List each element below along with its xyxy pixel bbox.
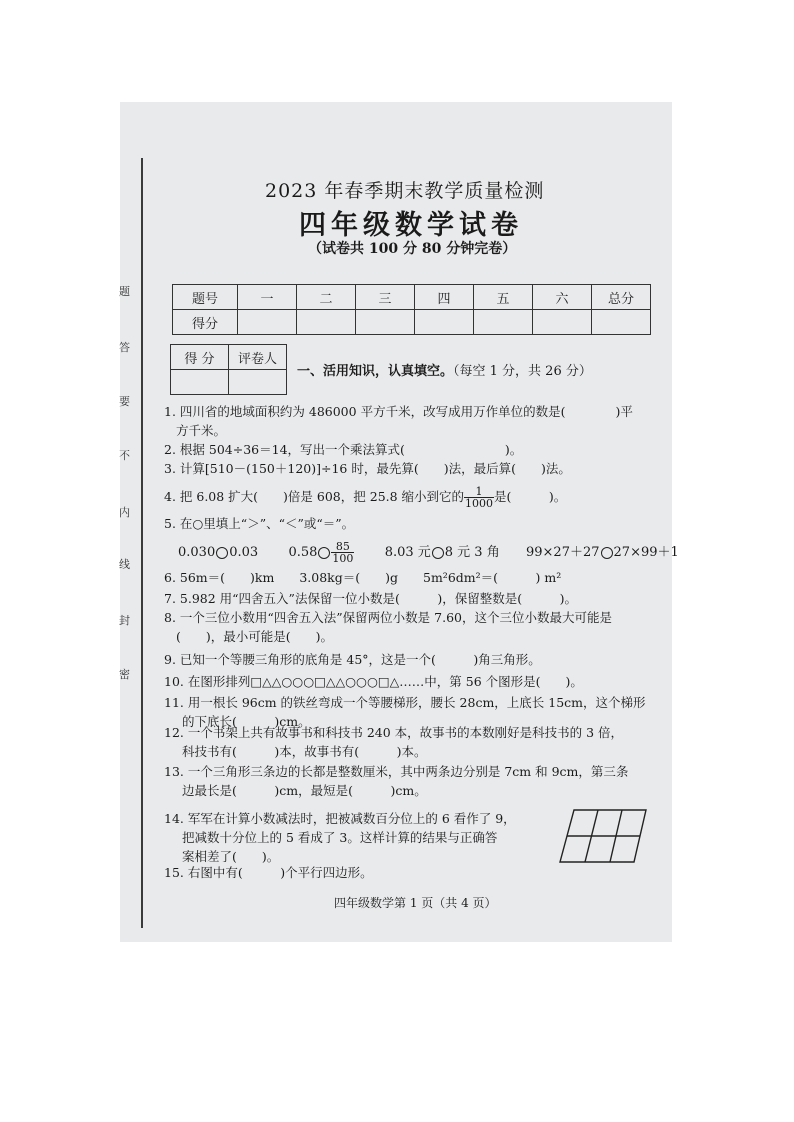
score-cell[interactable] xyxy=(297,310,356,335)
question-7: 7. 5.982 用“四舍五入”法保留一位小数是( )，保留整数是( )。 xyxy=(164,591,577,606)
fraction-denominator: 1000 xyxy=(465,497,494,510)
fraction-denominator: 100 xyxy=(332,552,354,565)
question-11-line-2: 的下底长( )cm。 xyxy=(182,714,311,729)
compare-b-left: 0.58 xyxy=(288,545,318,560)
compare-c-left: 8.03 元 xyxy=(384,545,431,560)
compare-circle[interactable] xyxy=(318,547,330,559)
compare-a-right: 0.03 xyxy=(229,545,259,560)
page-footer: 四年级数学第 1 页（共 4 页） xyxy=(334,896,497,910)
margin-char: 内 xyxy=(119,506,130,519)
compare-d-left: 99×27＋27 xyxy=(526,545,600,560)
score-cell[interactable] xyxy=(474,310,533,335)
question-5: 5. 在○里填上“＞”、“＜”或“＝”。 xyxy=(164,516,355,531)
question-13-line-2: 边最长是( )cm，最短是( )cm。 xyxy=(182,783,427,798)
parallelogram-grid-figure xyxy=(552,806,652,866)
question-14-line-3: 案相差了( )。 xyxy=(182,849,280,864)
score-header-cell: 二 xyxy=(297,285,356,310)
section-heading xyxy=(297,360,592,379)
exam-subtitle: 2023 年春季期末教学质量检测 xyxy=(265,180,545,202)
score-cell[interactable] xyxy=(592,310,651,335)
margin-char: 封 xyxy=(119,614,130,627)
fraction-numerator: 85 xyxy=(331,541,354,553)
margin-char: 密 xyxy=(119,668,130,681)
question-10: 10. 在图形排列□△△○○○□△△○○○□△……中，第 56 个图形是( )。 xyxy=(164,674,583,689)
grader-name-cell[interactable] xyxy=(229,370,287,395)
question-12-line-2: 科技书有( )本，故事书有( )本。 xyxy=(182,744,427,759)
compare-circle[interactable] xyxy=(432,547,444,559)
question-14-line-2: 把减数十分位上的 5 看成了 3。这样计算的结果与正确答 xyxy=(182,830,498,845)
score-row-label: 得分 xyxy=(173,310,238,335)
binding-line xyxy=(141,158,143,928)
question-8-line-2: ( )，最小可能是( )。 xyxy=(176,629,334,644)
compare-c xyxy=(385,545,500,560)
question-3: 3. 计算[510－(150＋120)]÷16 时，最先算( )法，最后算( )法。 xyxy=(164,461,571,476)
compare-circle[interactable] xyxy=(601,547,613,559)
score-table xyxy=(172,284,651,335)
score-header-cell: 题号 xyxy=(173,285,238,310)
fraction xyxy=(464,486,494,509)
question-4-text: 4. 把 6.08 扩大( )倍是 608，把 25.8 缩小到它的 xyxy=(164,489,465,504)
section-note: （每空 1 分，共 26 分） xyxy=(453,364,592,379)
section-title: 一、活用知识，认真填空。 xyxy=(297,364,454,379)
fraction-numerator: 1 xyxy=(464,486,494,498)
score-cell[interactable] xyxy=(415,310,474,335)
compare-c-right: 8 元 3 角 xyxy=(444,545,500,560)
margin-char: 线 xyxy=(119,558,130,571)
margin-char: 答 xyxy=(119,341,130,354)
score-header-cell: 六 xyxy=(533,285,592,310)
compare-circle[interactable] xyxy=(216,547,228,559)
question-1-line-1: 1. 四川省的地域面积约为 486000 平方千米，改写成用万作单位的数是( )平 xyxy=(164,404,633,419)
score-cell[interactable] xyxy=(356,310,415,335)
fraction xyxy=(331,541,354,564)
score-header-cell: 五 xyxy=(474,285,533,310)
compare-d-right: 27×99＋1 xyxy=(613,545,679,560)
question-9: 9. 已知一个等腰三角形的底角是 45°，这是一个( )角三角形。 xyxy=(164,652,541,667)
score-table-score-row xyxy=(173,310,651,335)
margin-char: 不 xyxy=(119,449,130,462)
question-6: 6. 56m＝( )km 3.08kg＝( )g 5m²6dm²＝( ) m² xyxy=(164,570,562,585)
compare-a-left: 0.030 xyxy=(178,545,216,560)
compare-a xyxy=(178,545,258,560)
grader-name-label: 评卷人 xyxy=(229,345,287,370)
score-header-cell: 总分 xyxy=(592,285,651,310)
question-15: 15. 右图中有( )个平行四边形。 xyxy=(164,865,373,880)
question-13-line-1: 13. 一个三角形三条边的长都是整数厘米，其中两条边分别是 7cm 和 9cm，第三条 xyxy=(164,764,629,779)
grader-score-cell[interactable] xyxy=(171,370,229,395)
score-header-cell: 三 xyxy=(356,285,415,310)
exam-title: 四年级数学试卷 xyxy=(299,210,523,241)
question-11-line-1: 11. 用一根长 96cm 的铁丝弯成一个等腰梯形，腰长 28cm，上底长 15cm，这个梯形 xyxy=(164,695,646,710)
exam-note: （试卷共 100 分 80 分钟完卷） xyxy=(308,241,517,257)
score-header-cell: 一 xyxy=(238,285,297,310)
question-4-tail: 是( )。 xyxy=(494,489,567,504)
question-14-line-1: 14. 军军在计算小数减法时，把被减数百分位上的 6 看作了 9， xyxy=(164,811,516,826)
compare-d xyxy=(526,545,679,560)
score-cell[interactable] xyxy=(238,310,297,335)
question-2: 2. 根据 504÷36＝14，写出一个乘法算式( )。 xyxy=(164,442,523,457)
margin-char: 要 xyxy=(119,395,130,408)
question-12-line-1: 12. 一个书架上共有故事书和科技书 240 本，故事书的本数刚好是科技书的 3 倍， xyxy=(164,725,624,740)
score-header-cell: 四 xyxy=(415,285,474,310)
score-cell[interactable] xyxy=(533,310,592,335)
question-8-line-1: 8. 一个三位小数用“四舍五入法”保留两位小数是 7.60，这个三位小数最大可能是 xyxy=(164,610,612,625)
compare-b xyxy=(288,540,354,565)
margin-char: 题 xyxy=(119,285,130,298)
score-table-header-row xyxy=(173,285,651,310)
question-5-items xyxy=(178,541,679,564)
question-4 xyxy=(164,486,566,509)
grader-table xyxy=(170,344,287,395)
grader-score-label: 得 分 xyxy=(171,345,229,370)
question-1-line-2: 方千米。 xyxy=(176,423,227,438)
